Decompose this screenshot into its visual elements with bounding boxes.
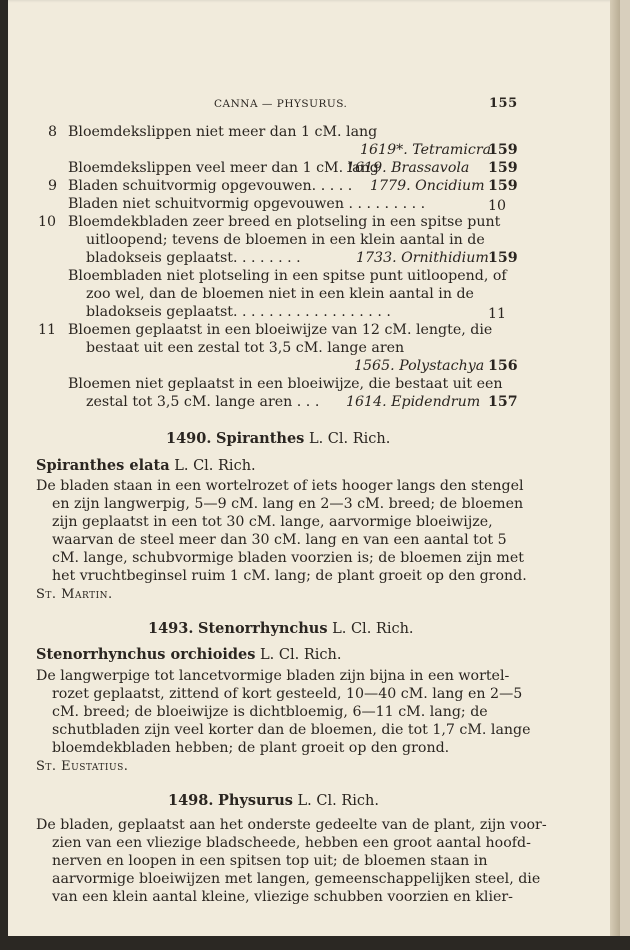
genus-name: Physurus xyxy=(218,792,293,809)
key-reference: 1779. Oncidium xyxy=(370,178,485,194)
description-line: waarvan de steel meer dan 30 cM. lang en van een aantal tot 5 xyxy=(52,532,507,548)
genus-author: L. Cl. Rich. xyxy=(297,793,379,809)
key-page: 157 xyxy=(488,394,518,410)
book-page xyxy=(8,0,620,950)
description-line: schutbladen zijn veel korter dan de bloemen, die tot 1,7 cM. lange xyxy=(52,722,531,738)
key-reference: 1614. Epidendrum xyxy=(346,394,481,410)
key-text: bladokseis geplaatst. . . . . . . . . . . . . . . . . . xyxy=(86,304,391,320)
key-reference: 1733. Ornithidium xyxy=(356,250,489,266)
key-page: 159 xyxy=(488,160,518,176)
page-gutter xyxy=(610,0,620,950)
key-reference: 1619. Brassavola xyxy=(346,160,470,176)
description-line: De bladen, geplaatst aan het onderste gedeelte van de plant, zijn voor- xyxy=(36,817,547,833)
genus-number: 1493. xyxy=(148,620,194,637)
running-head: CANNA — PHYSURUS. xyxy=(214,98,348,110)
description-line: cM. lange, schubvormige bladen voorzien is; de bloemen zijn met xyxy=(52,550,524,566)
genus-heading xyxy=(166,430,390,447)
key-number: 10 xyxy=(38,214,57,230)
key-reference: 1565. Polystachya xyxy=(354,358,485,374)
genus-heading xyxy=(148,620,414,637)
key-text: uitloopend; tevens de bloemen in een klein aantal in de xyxy=(86,232,485,248)
key-number: 11 xyxy=(38,322,57,338)
key-reference: 1619*. Tetramicra xyxy=(360,142,492,158)
key-page: 159 xyxy=(488,178,518,194)
scan-left-edge xyxy=(0,0,8,950)
locality: St. Martin. xyxy=(36,587,113,602)
key-page: 11 xyxy=(488,306,507,322)
species-heading xyxy=(36,646,341,663)
scan-bottom-edge xyxy=(0,936,630,950)
genus-number: 1498. xyxy=(168,792,214,809)
key-number: 9 xyxy=(48,178,58,194)
genus-name: Spiranthes xyxy=(216,430,305,447)
key-page: 10 xyxy=(488,198,507,214)
key-text: Bloemdekslippen veel meer dan 1 cM. lang xyxy=(68,160,379,176)
key-text: bladokseis geplaatst. . . . . . . . xyxy=(86,250,301,266)
description-line: De bladen staan in een wortelrozet of iets hooger langs den stengel xyxy=(36,478,524,494)
key-text: zestal tot 3,5 cM. lange aren . . . xyxy=(86,394,320,410)
description-line: nerven en loopen in een spitsen top uit; de bloemen staan in xyxy=(52,853,488,869)
description-line: cM. breed; de bloeiwijze is dichtbloemig, 6—11 cM. lang; de xyxy=(52,704,488,720)
genus-number: 1490. xyxy=(166,430,212,447)
key-number: 8 xyxy=(48,124,58,140)
description-line: zijn geplaatst in een tot 30 cM. lange, aarvormige bloeiwijze, xyxy=(52,514,493,530)
species-heading xyxy=(36,457,256,474)
key-text: Bloemen niet geplaatst in een bloeiwijze, die bestaat uit een xyxy=(68,376,503,392)
key-text: Bloemdekbladen zeer breed en plotseling in een spitse punt xyxy=(68,214,501,230)
key-text: Bloembladen niet plotseling in een spitse punt uitloopend, of xyxy=(68,268,507,284)
key-page: 156 xyxy=(488,358,518,374)
description-line: De langwerpige tot lancetvormige bladen zijn bijna in een wortel- xyxy=(36,668,510,684)
species-author: L. Cl. Rich. xyxy=(174,458,256,474)
locality: St. Eustatius. xyxy=(36,759,129,774)
key-text: Bloemen geplaatst in een bloeiwijze van 12 cM. lengte, die xyxy=(68,322,493,338)
key-text: Bloemdekslippen niet meer dan 1 cM. lang xyxy=(68,124,378,140)
page-number: 155 xyxy=(489,96,518,111)
species-author: L. Cl. Rich. xyxy=(260,647,342,663)
description-line: zien van een vliezige bladscheede, hebben een groot aantal hoofd- xyxy=(52,835,531,851)
genus-author: L. Cl. Rich. xyxy=(308,431,391,447)
key-page: 159 xyxy=(488,250,518,266)
description-line: van een klein aantal kleine, vliezige schubben voorzien en klier- xyxy=(52,889,513,905)
key-text: zoo wel, dan de bloemen niet in een klein aantal in de xyxy=(86,286,474,302)
description-line: het vruchtbeginsel ruim 1 cM. lang; de plant groeit op den grond. xyxy=(52,568,527,584)
description-line: en zijn langwerpig, 5—9 cM. lang en 2—3 cM. breed; de bloemen xyxy=(52,496,524,512)
page-header xyxy=(8,96,620,114)
key-text: Bladen niet schuitvormig opgevouwen . . . . . . . . . xyxy=(68,196,426,212)
species-name: Stenorrhynchus orchioides xyxy=(36,646,256,663)
species-name: Spiranthes elata xyxy=(36,457,170,474)
genus-author: L. Cl. Rich. xyxy=(332,621,414,637)
genus-name: Stenorrhynchus xyxy=(198,620,328,637)
key-text: bestaat uit een zestal tot 3,5 cM. lange aren xyxy=(86,340,405,356)
key-text: Bladen schuitvormig opgevouwen. . . . . xyxy=(68,178,353,194)
description-line: aarvormige bloeiwijzen met langen, gemeenschappelijken steel, die xyxy=(52,871,541,887)
genus-heading xyxy=(168,792,379,809)
description-line: bloemdekbladen hebben; de plant groeit op den grond. xyxy=(52,740,450,756)
key-page: 159 xyxy=(488,142,518,158)
description-line: rozet geplaatst, zittend of kort gesteeld, 10—40 cM. lang en 2—5 xyxy=(52,686,523,702)
